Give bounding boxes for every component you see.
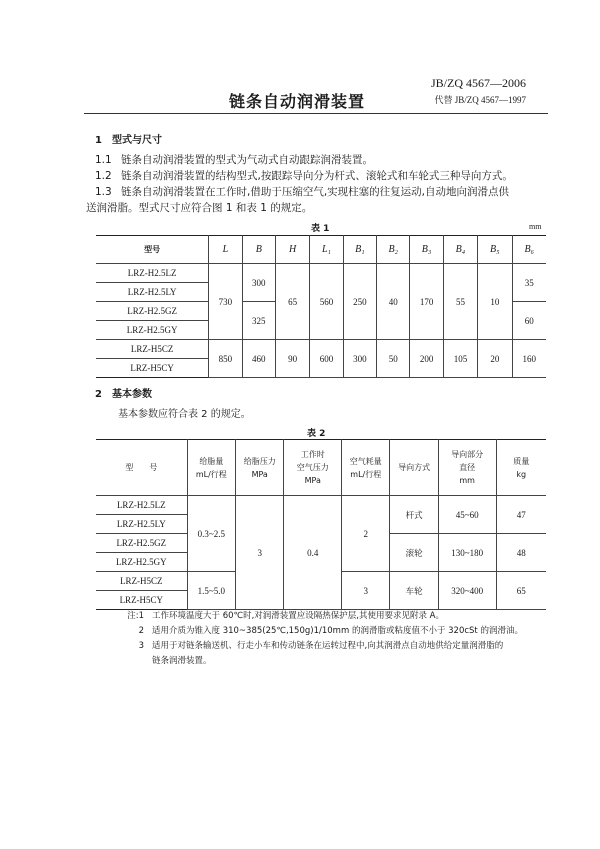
header-unit: mL/行程 xyxy=(350,469,382,479)
value-B1: 250 xyxy=(343,264,376,340)
value-B6: 60 xyxy=(512,302,546,340)
value-B3: 200 xyxy=(410,340,443,378)
document-title: 链条自动润滑装置 xyxy=(229,92,366,111)
note-number xyxy=(118,654,152,669)
guide-mode-cell: 滚轮 xyxy=(390,534,438,572)
header-line: 工作时 xyxy=(300,450,325,459)
note-number: 注:1 xyxy=(127,611,144,621)
col-B5: B₅ xyxy=(478,236,512,264)
note-text: 适用介质为锥入度 310~385(25℃,150g)1/10mm 的润滑脂或粘度值不小于 320cSt 的润滑油。 xyxy=(152,626,523,636)
header-unit: MPa xyxy=(251,469,268,479)
value-B3: 170 xyxy=(410,264,443,340)
header-line: 直径 xyxy=(459,463,476,472)
col-air-pressure xyxy=(284,440,342,496)
value-B: 325 xyxy=(242,302,275,340)
clause-number: 1.3 xyxy=(95,186,112,198)
notes-block xyxy=(118,609,548,669)
model-cell: LRZ-H5CZ xyxy=(96,340,209,359)
model-cell: LRZ-H2.5LZ xyxy=(96,496,187,515)
table-1-unit: mm xyxy=(529,222,542,231)
air-consumption-cell: 2 xyxy=(342,496,390,572)
table-row xyxy=(96,496,546,515)
table-header-row xyxy=(96,440,546,496)
header-unit: mL/行程 xyxy=(195,469,227,479)
table-2-caption: 表 2 xyxy=(307,429,326,439)
note-number: 2 xyxy=(138,626,144,636)
model-cell: LRZ-H2.5GZ xyxy=(96,534,187,553)
header-unit: MPa xyxy=(304,476,321,485)
clause-1-2 xyxy=(95,168,550,184)
note-item xyxy=(118,639,548,654)
clause-text: 链条自动润滑装置的型式为气动式自动跟踪润滑装置。 xyxy=(121,154,373,166)
value-L: 730 xyxy=(209,264,242,340)
value-B: 460 xyxy=(242,340,275,378)
model-cell: LRZ-H5CY xyxy=(96,591,187,610)
header-rule xyxy=(84,113,548,114)
col-grease-volume xyxy=(187,440,235,496)
header-line: 给脂压力 xyxy=(243,456,276,466)
table-row xyxy=(96,264,546,283)
model-cell: LRZ-H5CZ xyxy=(96,572,187,591)
section-2-heading: 2 基本参数 xyxy=(95,389,152,400)
col-guide-mode: 导向方式 xyxy=(390,440,438,496)
clause-text: 链条自动润滑装置的结构型式,按跟踪导向分为杆式、滚轮式和车轮式三种导向方式。 xyxy=(121,170,513,182)
replaces-standard: 代替 JB/ZQ 4567—1997 xyxy=(434,95,526,105)
header-line: 空气压力 xyxy=(296,463,329,472)
header-line: 给脂量 xyxy=(199,456,224,466)
guide-mode-cell: 杆式 xyxy=(390,496,438,534)
note-item-cont xyxy=(118,654,548,669)
header-line: 空气耗量 xyxy=(349,456,382,466)
col-grease-pressure xyxy=(236,440,284,496)
col-air-consumption xyxy=(342,440,390,496)
mass-cell: 47 xyxy=(496,496,546,534)
guide-diameter-cell: 130~180 xyxy=(438,534,496,572)
value-B6: 35 xyxy=(512,264,546,302)
col-L1: L₁ xyxy=(310,236,343,264)
clause-1-3 xyxy=(95,184,550,200)
clause-text: 链条自动润滑装置在工作时,借助于压缩空气,实现柱塞的往复运动,自动地向润滑点供 xyxy=(121,186,510,198)
air-consumption-cell: 3 xyxy=(342,572,390,610)
table-1-caption: 表 1 xyxy=(311,224,330,234)
clause-number: 1.2 xyxy=(95,170,112,182)
header-unit: mm xyxy=(459,476,475,485)
value-B6: 160 xyxy=(512,340,546,378)
value-B4: 105 xyxy=(443,340,477,378)
col-model: 型 号 xyxy=(96,440,187,496)
col-B6: B₆ xyxy=(512,236,546,264)
guide-diameter-cell: 320~400 xyxy=(438,572,496,610)
col-B3: B₃ xyxy=(410,236,443,264)
note-text: 工作环境温度大于 60℃时,对润滑装置应设隔热保护层,其使用要求见附录 A。 xyxy=(152,611,444,621)
grease-pressure-cell: 3 xyxy=(236,496,284,610)
value-B1: 300 xyxy=(343,340,376,378)
col-B2: B₂ xyxy=(377,236,410,264)
header-unit: kg xyxy=(516,469,527,479)
col-B: B xyxy=(242,236,275,264)
table-row xyxy=(96,340,546,359)
value-B: 300 xyxy=(242,264,275,302)
note-item xyxy=(118,624,548,639)
value-B5: 10 xyxy=(478,264,512,340)
col-mass xyxy=(496,440,546,496)
standard-code: JB/ZQ 4567—2006 xyxy=(430,76,526,90)
value-H: 90 xyxy=(275,340,309,378)
model-cell: LRZ-H2.5GY xyxy=(96,321,209,340)
mass-cell: 65 xyxy=(496,572,546,610)
header-line: 质量 xyxy=(513,456,530,466)
col-B4: B₄ xyxy=(443,236,477,264)
model-cell: LRZ-H2.5LY xyxy=(96,515,187,534)
model-cell: LRZ-H2.5LZ xyxy=(96,264,209,283)
guide-diameter-cell: 45~60 xyxy=(438,496,496,534)
model-cell: LRZ-H2.5LY xyxy=(96,283,209,302)
model-cell: LRZ-H2.5GZ xyxy=(96,302,209,321)
col-model: 型号 xyxy=(96,236,209,264)
table-2-basic-parameters xyxy=(96,439,546,610)
value-L1: 560 xyxy=(310,264,343,340)
clause-1-1 xyxy=(95,152,550,168)
section-2-intro: 基本参数应符合表 2 的规定。 xyxy=(118,409,251,420)
model-cell: LRZ-H5CY xyxy=(96,359,209,378)
value-H: 65 xyxy=(275,264,309,340)
model-cell: LRZ-H2.5GY xyxy=(96,553,187,572)
clause-number: 1.1 xyxy=(95,154,112,166)
air-pressure-cell: 0.4 xyxy=(284,496,342,610)
value-L: 850 xyxy=(209,340,242,378)
value-L1: 600 xyxy=(310,340,343,378)
col-B1: B₁ xyxy=(343,236,376,264)
value-B4: 55 xyxy=(443,264,477,340)
table-header-row xyxy=(96,236,546,264)
header-line: 导向部分 xyxy=(451,450,484,459)
col-L: L xyxy=(209,236,242,264)
value-B5: 20 xyxy=(478,340,512,378)
guide-mode-cell: 车轮 xyxy=(390,572,438,610)
table-1-dimensions xyxy=(96,235,546,378)
note-item xyxy=(118,609,548,624)
note-number: 3 xyxy=(138,641,144,651)
col-guide-diameter xyxy=(438,440,496,496)
col-H: H xyxy=(275,236,309,264)
value-B2: 50 xyxy=(377,340,410,378)
grease-volume-cell: 1.5~5.0 xyxy=(187,572,235,610)
section-1-heading: 1 型式与尺寸 xyxy=(95,135,162,146)
grease-volume-cell: 0.3~2.5 xyxy=(187,496,235,572)
note-text: 链条润滑装置。 xyxy=(152,656,212,666)
clause-text: 送润滑脂。型式尺寸应符合图 1 和表 1 的规定。 xyxy=(86,202,313,214)
clause-1-3-cont xyxy=(86,200,541,216)
value-B2: 40 xyxy=(377,264,410,340)
note-text: 适用于对链条输送机、行走小车和传动链条在运转过程中,向其润滑点自动地供给定量润滑脂的 xyxy=(152,641,504,651)
mass-cell: 48 xyxy=(496,534,546,572)
